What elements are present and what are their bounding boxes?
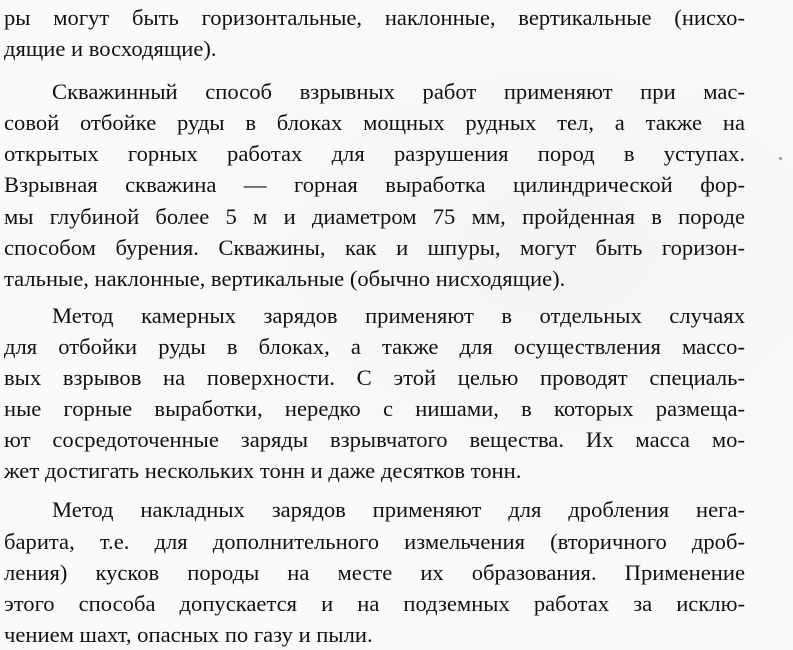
text-line: тальные, наклонные, вертикальные (обычно нисходящие). [4,265,566,291]
text-line: вых взрывов на поверхности. С этой целью проводят специаль- [4,365,745,391]
paragraph-borehole-method [4,76,745,294]
text-line: этого способа допускается и на подземных работах за исклю- [4,590,745,616]
paragraph-chamber-charges [4,300,745,487]
text-line: ют сосредоточенные заряды взрывчатого вещества. Их масса мо- [4,427,745,453]
paragraph-surface-charges [4,494,745,649]
paper-speck [779,157,782,160]
text-line: ные горные выработки, нередко с нишами, в которых размеща- [4,396,745,422]
text-line: Взрывная скважина — горная выработка цилиндрической фор- [4,172,745,198]
text-line: барита, т.е. для дополнительного измельчения (вторичного дроб- [4,528,745,554]
text-line: способом бурения. Скважины, как и шпуры, могут быть горизон- [4,234,745,260]
text-line: для отбойки руды в блоках, а также для осуществления массо- [4,333,745,359]
text-line: чением шахт, опасных по газу и пыли. [4,621,373,647]
text-line: мы глубиной более 5 м и диаметром 75 мм, пройденная в породе [4,203,745,229]
text-line: дящие и восходящие). [4,36,217,62]
text-line: ления) кусков породы на месте их образования. Применение [4,559,745,585]
paragraph-continuation [4,2,745,64]
text-line: жет достигать нескольких тонн и даже десятков тонн. [4,458,522,484]
text-line: Скважинный способ взрывных работ применяют при мас- [52,79,745,105]
text-body [4,2,745,650]
text-line: открытых горных работах для разрушения пород в уступах. [4,141,745,167]
text-line: Метод камерных зарядов применяют в отдельных случаях [52,302,745,328]
text-line: ры могут быть горизонтальные, наклонные, вертикальные (нисхо- [4,5,745,30]
text-line: Метод накладных зарядов применяют для дробления нега- [52,497,745,523]
text-line: совой отбойке руды в блоках мощных рудных тел, а также на [4,110,745,136]
